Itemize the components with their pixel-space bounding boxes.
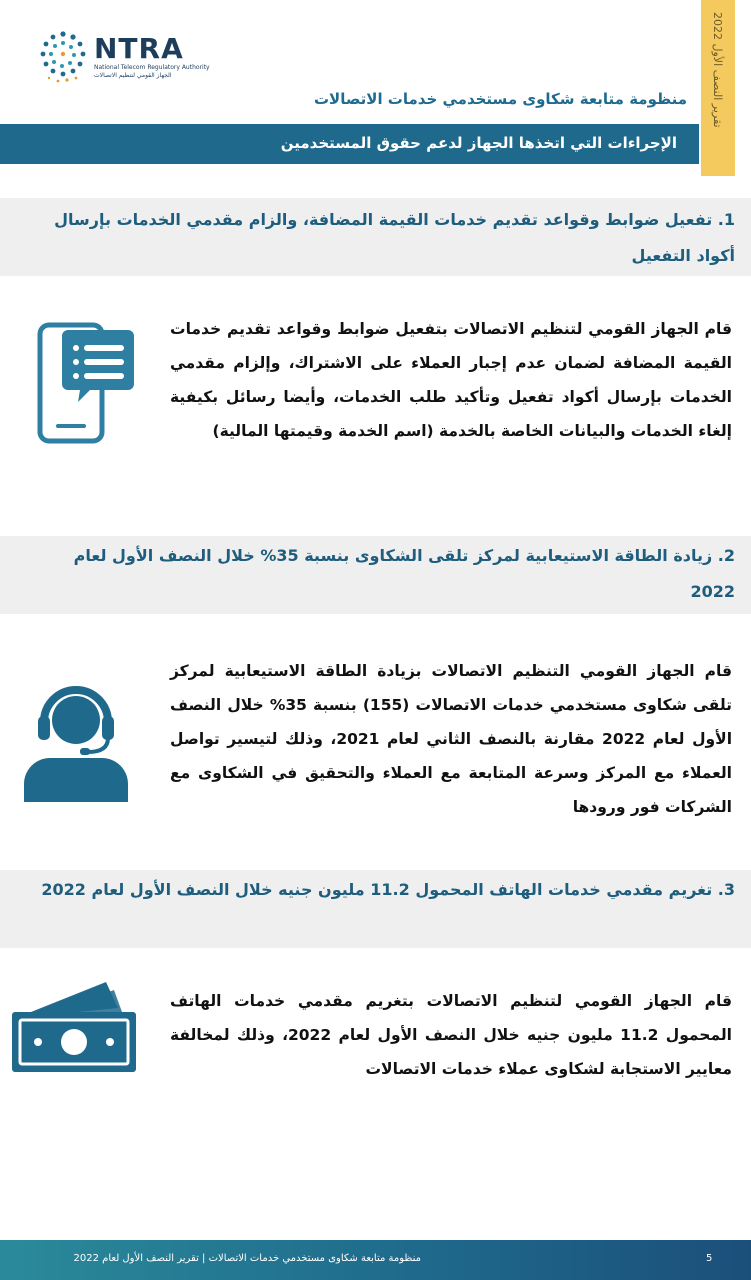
ntra-logo [34,26,210,88]
side-tab-label: تقرير النصف الأول 2022 [711,12,724,128]
phone-message-icon [36,322,136,448]
system-title: منظومة متابعة شكاوى مستخدمي خدمات الاتصالات [313,90,687,108]
section-2-title: 2. زيادة الطاقة الاستيعابية لمركز تلقى الشكاوى بنسبة 35% خلال النصف الأول لعام 2022 [73,546,735,601]
section-3-body: قام الجهاز القومي لتنظيم الاتصالات بتغريم مقدمي خدمات الهاتف المحمول 11.2 مليون جنيه خلال النصف الأول لعام 2022، وذلك لمخالفة معايير الاستجابة لشكاوى عملاء خدمات الاتصالات [170,992,732,1078]
section-3-heading [0,870,751,948]
ntra-logo-mark-icon [34,26,92,88]
money-cash-icon [10,978,138,1078]
report-side-tab [701,0,735,176]
section-1-title: 1. تفعيل ضوابط وقواعد تقديم خدمات القيمة المضافة، والزام مقدمي الخدمات بإرسال أكواد التفعيل [54,210,735,265]
logo-wordmark: NTRA [94,32,184,65]
section-1-body: قام الجهاز القومي لتنظيم الاتصالات بتفعيل ضوابط وقواعد تقديم خدمات القيمة المضافة لضمان عدم إجبار العملاء على الاشتراك، وإلزام مقدمي الخدمات بإرسال أكواد تفعيل وتأكيد طلب الخدمات، وأيضا رسائل بكيفية إلغاء الخدمات والبيانات الخاصة بالخدمة (اسم الخدمة وقيمتها المالية) [170,320,732,440]
section-2-body: قام الجهاز القومي التنظيم الاتصالات بزيادة الطاقة الاستيعابية لمركز تلقى شكاوى مستخدمي خدمات الاتصالات (155) بنسبة 35% خلال النصف الأول لعام 2022 مقارنة بالنصف الثاني لعام 2021، وذلك لتيسير تواصل العملاء مع المركز وسرعة المتابعة مع العملاء والتحقيق في الشكاوى مع الشركات فور ورودها [170,662,733,816]
section-3-title: 3. تغريم مقدمي خدمات الهاتف المحمول 11.2 مليون جنيه خلال النصف الأول لعام 2022 [41,880,735,899]
page-number: 5 [706,1253,713,1264]
banner-title: الإجراءات التي اتخذها الجهاز لدعم حقوق المستخدمين [280,134,677,152]
section-2-heading [0,536,751,614]
logo-english-name: National Telecom Regulatory Authority [94,64,210,71]
footer-text: منظومة متابعة شكاوى مستخدمي خدمات الاتصالات | تقرير النصف الأول لعام 2022 [73,1253,421,1264]
section-1-heading [0,198,751,276]
logo-arabic-name: الجهاز القومي لتنظيم الاتصالات [94,72,172,79]
headset-agent-icon [22,680,130,808]
